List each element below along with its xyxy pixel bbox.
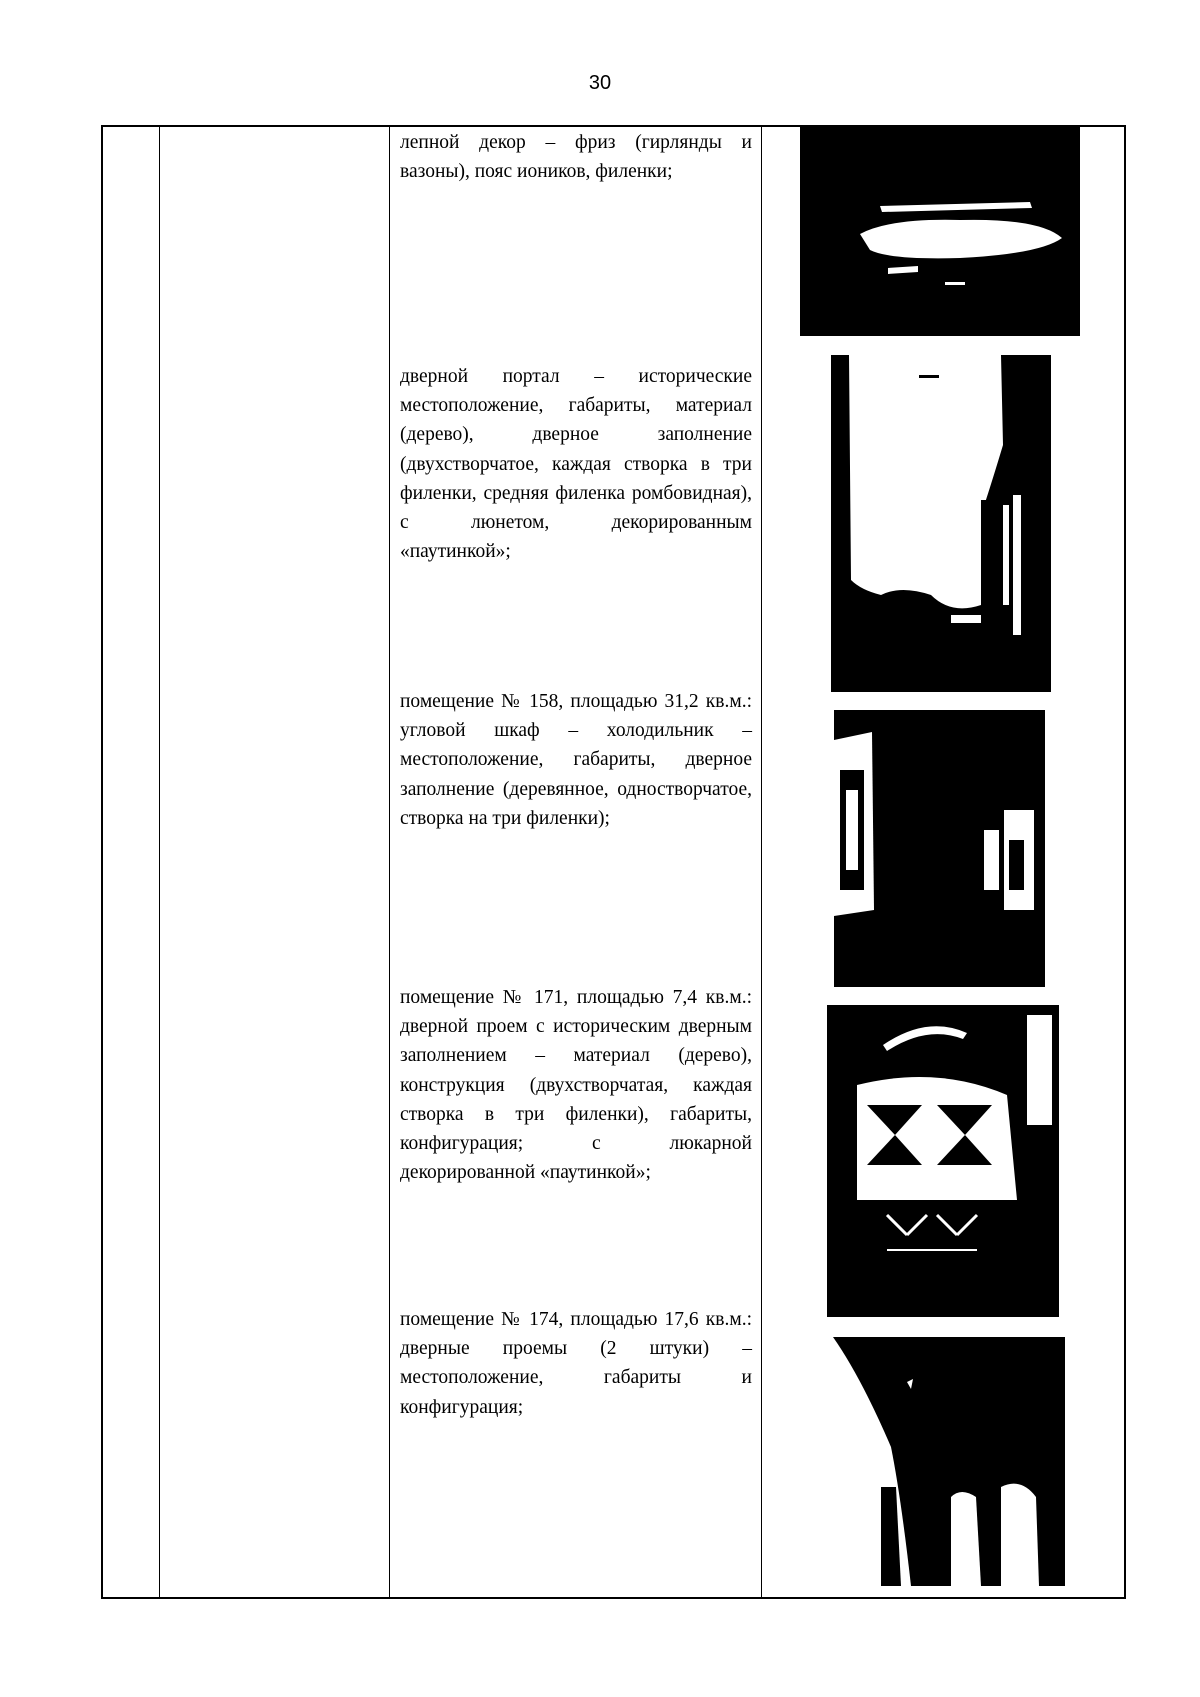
- entry-text-room-174: помещение № 174, площадью 17,6 кв.м.: дверные проемы (2 штуки) – местоположение, габариты и конфигурация;: [400, 1309, 752, 1418]
- double-door-photo: [827, 1005, 1059, 1317]
- column-divider: [761, 127, 762, 1597]
- entry-text-room-158: помещение № 158, площадью 31,2 кв.м.: угловой шкаф – холодильник – местоположение, габариты, дверное заполнение (деревянное, одностворчатое, створка на три филенки);: [400, 691, 752, 829]
- entry-text-stucco: лепной декор – фриз (гирлянды и вазоны), пояс иоников, филенки;: [400, 132, 752, 183]
- column-divider: [389, 127, 390, 1597]
- entry-text-door-portal: дверной портал – исторические местоположение, габариты, материал (дерево), дверное заполнение (двухстворчатое, каждая створка в три филенки, средняя филенка ромбовидная), с люнетом, декорированным «паутинкой»;: [400, 366, 752, 563]
- door-portal-photo: [831, 355, 1051, 692]
- corner-cabinet-photo: [834, 710, 1045, 987]
- door-openings-photo: [821, 1337, 1065, 1586]
- entry-text-room-171: помещение № 171, площадью 7,4 кв.м.: дверной проем с историческим дверным заполнением – материал (дерево), конструкция (двухстворчатая, каждая створка в три филенки), габариты, конфигурация; с люкарной декорированной «паутинкой»;: [400, 987, 752, 1184]
- page-number: 30: [588, 72, 612, 94]
- column-divider: [159, 127, 160, 1597]
- stucco-frieze-photo: [800, 126, 1080, 336]
